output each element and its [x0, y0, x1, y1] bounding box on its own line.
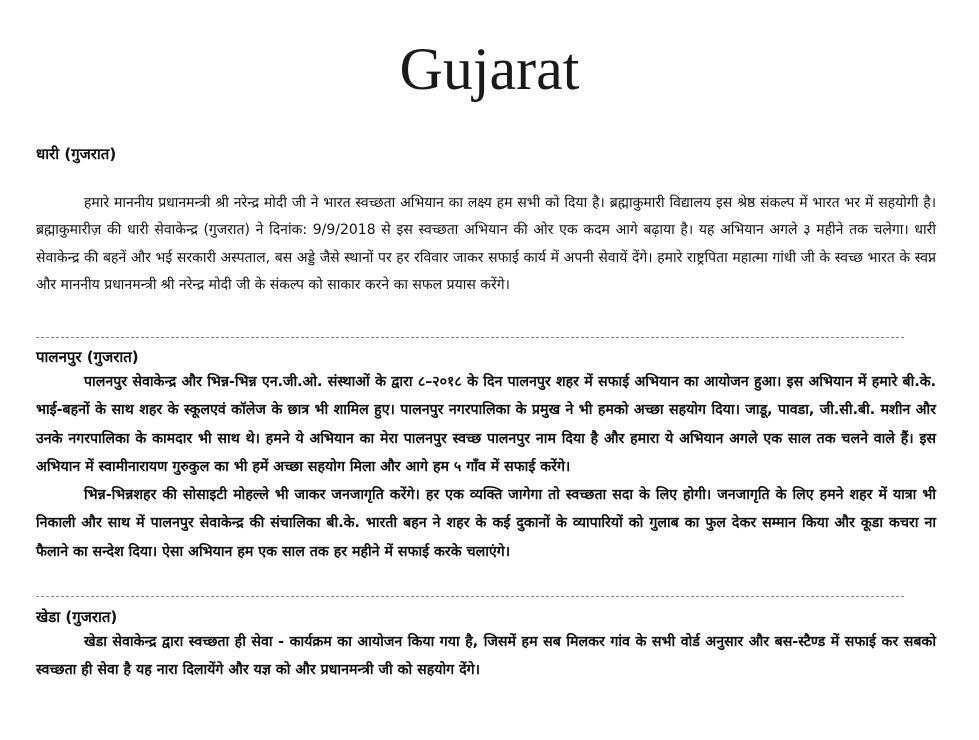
section-paragraph: पालनपुर सेवाकेन्द्र और भिन्न-भिन्न एन.जी.ओ. संस्थाओं के द्वारा ८–२०१८ के दिन पालनपुर शहर में सफाई अभियान का आयोजन हुआ। इस अभियान में हमारे बी.के. भाई-बहनों के साथ शहर के स्कूलएवं कॉलेज के छात्र भी शामिल हुए। पालनपुर नगरपालिका के प्रमुख ने भी हमको अच्छा सहयोग दिया। जाडू, पावडा, जी.सी.बी. मशीन और उनके नगरपालिका के कामदार भी साथ थे। हमने ये अभियान का मेरा पालनपुर स्वच्छ पालनपुर नाम दिया है और हमारा ये अभियान अगले एक साल तक चलने वाले हैं। इस अभियान में स्वामीनारायण गुरुकुल का भी हमें अच्छा सहयोग मिला और आगे हम ५ गाँव में सफाई करेंगे। — [36, 374, 936, 475]
section-paragraph: खेडा सेवाकेन्द्र द्वारा स्वच्छता ही सेवा - कार्यक्रम का आयोजन किया गया है, जिसमें हम सब मिलकर गांव के सभी वोर्ड अनुसार और बस-स्टैण्ड में सफाई कर सबको स्वच्छता ही सेवा है यह नारा दिलायेंगे और यज्ञ को और प्रधानमन्त्री जी को सहयोग देंगे। — [36, 634, 937, 678]
section-palanpur — [36, 346, 936, 566]
section-divider — [36, 337, 904, 338]
section-dhari — [36, 143, 936, 299]
section-heading: पालनपुर (गुजरात) — [36, 348, 139, 366]
section-divider — [36, 596, 904, 597]
section-heading: धारी (गुजरात) — [36, 145, 117, 163]
section-kheda — [36, 606, 936, 684]
section-heading: खेडा (गुजरात) — [36, 608, 118, 626]
section-paragraph: भिन्न-भिन्नशहर की सोसाइटी मोहल्ले भी जाकर जनजागृति करेंगे। हर एक व्यक्ति जागेगा तो स्वच्छता सदा के लिए होगी। जनजागृति के लिए हमने शहर में यात्रा भी निकाली और साथ में पालनपुर सेवाकेन्द्र की संचालिका बी.के. भारती बहन ने शहर के कई दुकानों के व्यापारियों को गुलाब का फुल देकर सम्मान किया और कूडा कचरा ना फैलाने का सन्देश दिया। ऐसा अभियान हम एक साल तक हर महीने में सफाई करके चलाएंगे। — [36, 487, 936, 560]
section-paragraph: हमारे माननीय प्रधानमन्त्री श्री नरेन्द्र मोदी जी ने भारत स्वच्छता अभियान का लक्ष्य हम सभी को दिया है। ब्रह्माकुमारी विद्यालय इस श्रेष्ठ संकल्प में भारत भर में सहयोगी है। ब्रह्माकुमारीज़ की धारी सेवाकेन्द्र (गुजरात) ने दिनांक: 9/9/2018 से इस स्वच्छता अभियान की ओर एक कदम आगे बढ़ाया है। यह अभियान अगले ३ महीने तक चलेगा। धारी सेवाकेन्द्र की बहनें और भई सरकारी अस्पताल, बस अड्डे जैसे स्थानों पर हर रविवार जाकर सफाई कार्य में अपनी सेवायें देंगे। हमारे राष्ट्रपिता महात्मा गांधी जी के स्वच्छ भारत के स्वप्न और माननीय प्रधानमन्त्री श्री नरेन्द्र मोदी जी के संकल्प को साकार करने का सफल प्रयास करेंगे। — [36, 195, 936, 293]
page-title: Gujarat — [399, 36, 580, 102]
